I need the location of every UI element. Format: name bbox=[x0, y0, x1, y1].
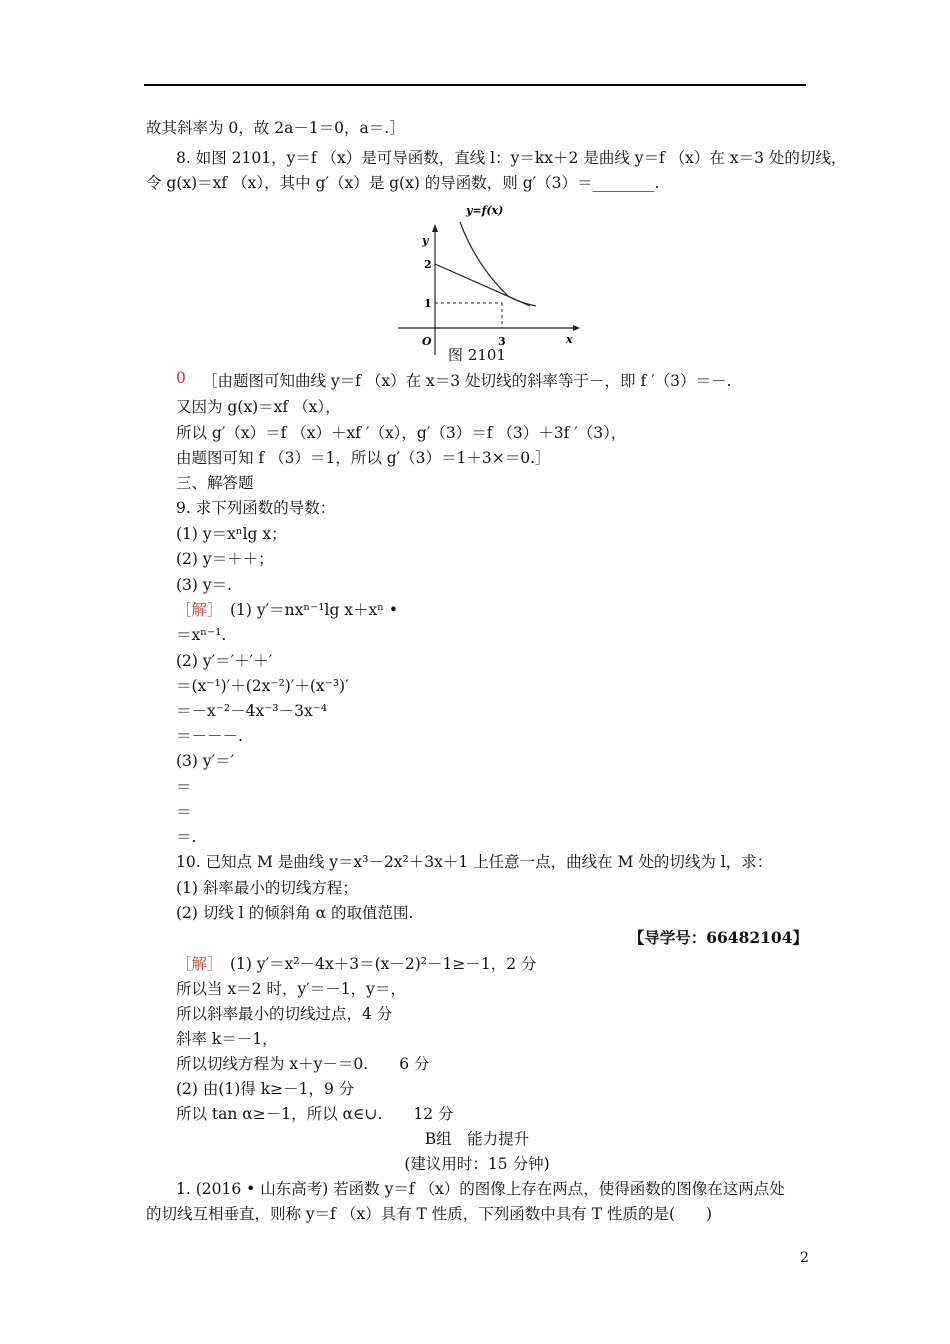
text-line: 所以当 x＝2 时，y′＝－1，y＝， bbox=[176, 980, 406, 998]
solution-marker: ［解］ bbox=[176, 955, 223, 973]
question-10: 10. 已知点 M 是曲线 y＝x³－2x²＋3x＋1 上任意一点，曲线在 M 处的切线为 l，求： bbox=[176, 853, 773, 871]
tangent-line bbox=[435, 264, 530, 306]
text-line: (2) 切线 l 的倾斜角 α 的取值范围. bbox=[176, 904, 414, 922]
text-line: ＝ bbox=[176, 778, 192, 796]
answer-value: 0 bbox=[176, 369, 186, 387]
x-axis-label: x bbox=[566, 333, 573, 346]
tick-label-2: 2 bbox=[424, 258, 432, 271]
figure-2101 bbox=[398, 200, 588, 360]
text-line: 故其斜率为 0，故 2a－1＝0，a＝.］ bbox=[146, 119, 405, 137]
text-line: ＝xⁿ⁻¹. bbox=[176, 626, 227, 644]
text-line: (2) y＝＋＋； bbox=[176, 550, 274, 568]
tick-label-1: 1 bbox=[424, 297, 432, 310]
text-line: 所以斜率最小的切线过点，4 分 bbox=[176, 1005, 393, 1023]
section-heading: 三、解答题 bbox=[176, 474, 254, 492]
header-rule bbox=[144, 84, 806, 86]
text-line: (2) 由(1)得 k≥－1，9 分 bbox=[176, 1080, 355, 1098]
text-line: ＝－x⁻²－4x⁻³－3x⁻⁴ bbox=[176, 702, 328, 720]
text-line: (3) y′＝′ bbox=[176, 752, 235, 770]
solution-marker: ［解］ bbox=[176, 601, 223, 619]
text-line: (2) y′＝′＋′＋′ bbox=[176, 652, 273, 670]
text-line: 由题图可知 f （3）＝1，所以 g′（3）＝1＋3×＝0.］ bbox=[176, 449, 551, 467]
text-line: 所以 g′（x）＝f （x）＋xf ′（x），g′（3）＝f （3）＋3f ′（3）， bbox=[176, 424, 627, 442]
text-line: ＝ bbox=[176, 803, 192, 821]
text-line: 所以 tan α≥－1，所以 α∈∪. 12 分 bbox=[176, 1105, 454, 1123]
curve-f bbox=[460, 222, 536, 306]
text-line: 的切线互相垂直，则称 y＝f （x）具有 T 性质，下列函数中具有 T 性质的是( ) bbox=[146, 1205, 713, 1223]
text-line: ＝. bbox=[176, 828, 197, 846]
origin-label: O bbox=[422, 335, 432, 348]
suggested-time: (建议用时：15 分钟) bbox=[404, 1155, 550, 1173]
text-line: 所以切线方程为 x＋y－＝0. 6 分 bbox=[176, 1055, 430, 1073]
text-line: (1) y＝xⁿlg x； bbox=[176, 525, 287, 543]
y-axis-label: y bbox=[422, 234, 429, 247]
question-b1: 1. (2016 • 山东高考) 若函数 y＝f （x）的图像上存在两点，使得函数的图像在这两点处 bbox=[176, 1180, 785, 1198]
text-line: (3) y＝. bbox=[176, 576, 233, 594]
text-line: ＝(x⁻¹)′＋(2x⁻²)′＋(x⁻³)′ bbox=[176, 677, 349, 695]
text-line: 令 g(x)＝xf （x），其中 g′（x）是 g(x) 的导函数，则 g′（3）＝________. bbox=[146, 174, 660, 192]
question-9: 9. 求下列函数的导数： bbox=[176, 499, 336, 517]
figure-caption: 图 2101 bbox=[448, 346, 506, 364]
x-axis-arrow bbox=[573, 325, 580, 331]
text-line: 斜率 k＝－1， bbox=[176, 1030, 278, 1048]
text-line: ［由题图可知曲线 y＝f （x）在 x＝3 处切线的斜率等于－，即 f ′（3）＝－. bbox=[202, 372, 732, 390]
text-line: ＝－－－. bbox=[176, 727, 243, 745]
text-line: (1) y′＝nxⁿ⁻¹lg x＋xⁿ • bbox=[230, 601, 399, 619]
y-axis-arrow bbox=[432, 224, 438, 232]
text-line: 又因为 g(x)＝xf （x）， bbox=[176, 398, 341, 416]
group-heading: B组 能力提升 bbox=[424, 1130, 530, 1148]
tick-label-3: 3 bbox=[498, 335, 506, 348]
curve-label: y=f(x) bbox=[466, 204, 504, 217]
page-number: 2 bbox=[800, 1250, 809, 1266]
question-8: 8. 如图 2101，y＝f （x）是可导函数，直线 l：y＝kx＋2 是曲线 y＝f （x）在 x＝3 处的切线， bbox=[176, 149, 847, 167]
text-line: (1) y′＝x²－4x＋3＝(x－2)²－1≥－1，2 分 bbox=[230, 955, 537, 973]
guide-number: 【导学号：66482104】 bbox=[628, 928, 808, 947]
text-line: (1) 斜率最小的切线方程； bbox=[176, 879, 358, 897]
